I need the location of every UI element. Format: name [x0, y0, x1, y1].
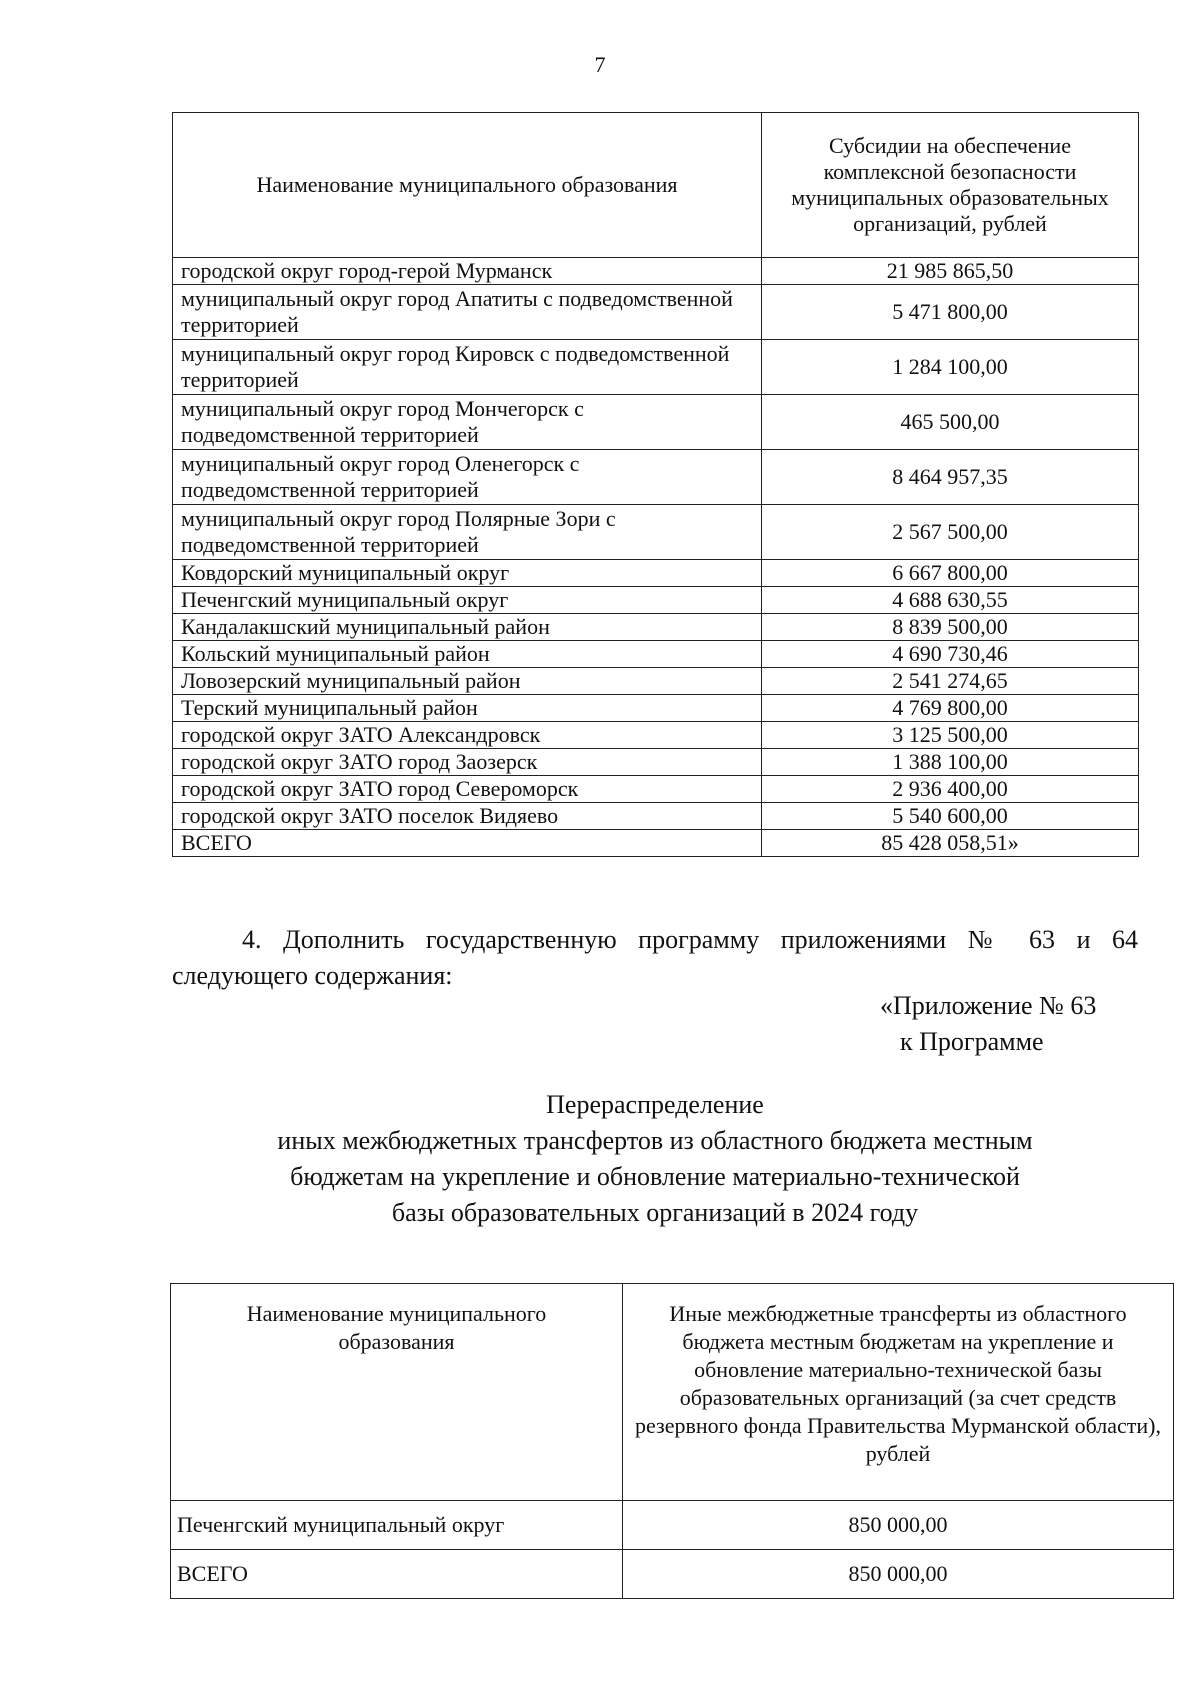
total-value: 85 428 058,51» [762, 830, 1139, 857]
header-municipality: Наименование муниципального образования [171, 1284, 623, 1501]
row-name: Кольский муниципальный район [173, 641, 762, 668]
row-value: 5 471 800,00 [762, 285, 1139, 340]
table-row [173, 285, 1139, 340]
row-name: Печенгский муниципальный округ [173, 587, 762, 614]
total-row [173, 830, 1139, 857]
table-row [173, 587, 1139, 614]
row-value: 4 690 730,46 [762, 641, 1139, 668]
row-name: муниципальный округ город Полярные Зори с подведомственной территорией [173, 505, 762, 560]
row-value: 3 125 500,00 [762, 722, 1139, 749]
row-value: 2 541 274,65 [762, 668, 1139, 695]
table-row [173, 803, 1139, 830]
table-row [173, 614, 1139, 641]
paragraph-line-1: 4. Дополнить государственную программу приложениями № 63 и 64 [242, 925, 1138, 954]
row-name: городской округ город-герой Мурманск [173, 258, 762, 285]
heading-line-2: иных межбюджетных трансфертов из областного бюджета местным [277, 1126, 1033, 1155]
row-name: городской округ ЗАТО город Североморск [173, 776, 762, 803]
row-value: 1 284 100,00 [762, 340, 1139, 395]
table-row [173, 749, 1139, 776]
table-row [173, 776, 1139, 803]
table-row [171, 1501, 1174, 1550]
row-name: муниципальный округ город Кировск с подведомственной территорией [173, 340, 762, 395]
table-row [173, 258, 1139, 285]
row-name: городской округ ЗАТО Александровск [173, 722, 762, 749]
row-name: Кандалакшский муниципальный район [173, 614, 762, 641]
total-label: ВСЕГО [171, 1550, 623, 1599]
row-value: 4 769 800,00 [762, 695, 1139, 722]
header-subsidies: Субсидии на обеспечение комплексной безопасности муниципальных образовательных организаций, рублей [762, 113, 1139, 258]
row-value: 6 667 800,00 [762, 560, 1139, 587]
table-row [173, 695, 1139, 722]
heading-line-1: Перераспределение [546, 1090, 764, 1119]
appendix-program: к Программе [900, 1027, 1044, 1056]
row-value: 8 464 957,35 [762, 450, 1139, 505]
page-number: 7 [594, 52, 606, 77]
table-row [173, 395, 1139, 450]
section-heading [172, 1087, 1138, 1231]
row-value: 4 688 630,55 [762, 587, 1139, 614]
appendix-label [880, 988, 1180, 1060]
heading-line-4: базы образовательных организаций в 2024 году [391, 1198, 919, 1227]
total-label: ВСЕГО [173, 830, 762, 857]
table-row [173, 505, 1139, 560]
row-value: 1 388 100,00 [762, 749, 1139, 776]
row-name: муниципальный округ город Оленегорск с подведомственной территорией [173, 450, 762, 505]
paragraph-line-2: следующего содержания: [172, 961, 453, 990]
row-name: Печенгский муниципальный округ [171, 1501, 623, 1550]
row-name: городской округ ЗАТО город Заозерск [173, 749, 762, 776]
row-value: 850 000,00 [623, 1501, 1174, 1550]
row-value: 5 540 600,00 [762, 803, 1139, 830]
table-row [173, 641, 1139, 668]
header-transfers: Иные межбюджетные трансферты из областного бюджета местным бюджетам на укрепление и обновление материально-технической базы образовательных организаций (за счет средств резервного фонда Правительства Мурманской области), рублей [623, 1284, 1174, 1501]
subsidies-table [172, 112, 1139, 857]
row-value: 21 985 865,50 [762, 258, 1139, 285]
row-value: 2 936 400,00 [762, 776, 1139, 803]
total-value: 850 000,00 [623, 1550, 1174, 1599]
row-value: 465 500,00 [762, 395, 1139, 450]
row-name: муниципальный округ город Апатиты с подведомственной территорией [173, 285, 762, 340]
row-value: 2 567 500,00 [762, 505, 1139, 560]
row-name: Ковдорский муниципальный округ [173, 560, 762, 587]
heading-line-3: бюджетам на укрепление и обновление материально-технической [290, 1162, 1020, 1191]
row-name: муниципальный округ город Мончегорск с подведомственной территорией [173, 395, 762, 450]
table-row [173, 668, 1139, 695]
table-row [173, 340, 1139, 395]
row-name: Ловозерский муниципальный район [173, 668, 762, 695]
row-value: 8 839 500,00 [762, 614, 1139, 641]
table-row [173, 560, 1139, 587]
transfers-table [170, 1283, 1174, 1599]
table-header-row [171, 1284, 1174, 1501]
table-row [173, 450, 1139, 505]
appendix-number: «Приложение № 63 [880, 991, 1097, 1020]
row-name: Терский муниципальный район [173, 695, 762, 722]
header-municipality: Наименование муниципального образования [173, 113, 762, 258]
table-row [173, 722, 1139, 749]
table-header-row [173, 113, 1139, 258]
total-row [171, 1550, 1174, 1599]
row-name: городской округ ЗАТО поселок Видяево [173, 803, 762, 830]
